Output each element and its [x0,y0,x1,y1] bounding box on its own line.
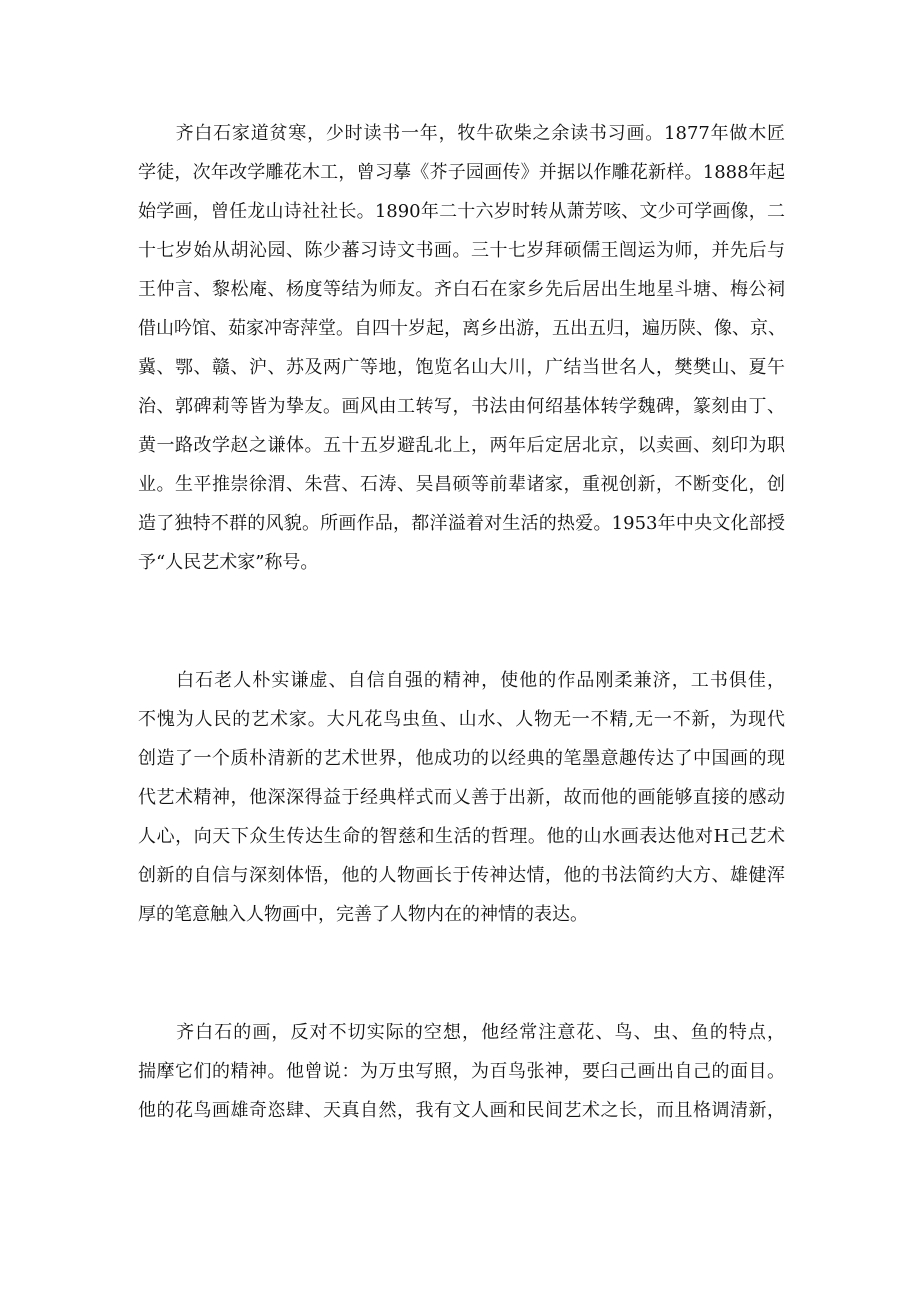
text-line: 揣摩它们的精神。他曾说：为万虫写照，为百鸟张神，要臼己画出自己的面目。 [138,1061,785,1082]
text-line: 借山吟馆、茹家冲寄萍堂。自四十岁起，离乡出游，五出五归，遍历陕、像、京、 [138,318,786,339]
text-line: 白石老人朴实谦虚、自信自强的精神，使他的作品刚柔兼济，工书俱佳， [138,670,785,691]
text-line: 造了独特不群的风貌。所画作品，都洋溢着对生活的热爱。1953年中央文化部授 [138,513,785,534]
text-line: 人心，向天下众生传达生命的智慈和生活的哲理。他的山水画表达他对H己艺术 [138,826,785,847]
text-line: 他的花鸟画雄奇恣肆、天真自然，我有文人画和民间艺术之长，而且格调清新， [138,1100,785,1121]
paragraph-character [138,661,785,934]
paragraph-biography [138,114,785,582]
text-line: 齐白石的画，反对不切实际的空想，他经常注意花、鸟、虫、鱼的特点， [138,1022,785,1043]
text-line: 冀、鄂、赣、沪、苏及两广等地，饱览名山大川，广结当世名人，樊樊山、夏午 [138,357,785,378]
text-line: 创造了一个质朴清新的艺术世界，他成功的以经典的笔墨意趣传达了中国画的现 [138,748,785,769]
text-line: 厚的笔意触入人物画中，完善了人物内在的神情的表达。 [138,904,588,925]
text-line: 代艺术精神，他深深得益于经典样式而乂善于出新，故而他的画能够直接的感动 [138,787,785,808]
text-line: 治、郭碑莉等皆为挚友。画风由工转写，书法由何绍基体转学魏碑，篆刻由丁、 [138,396,785,417]
text-line: 不愧为人民的艺术家。大凡花鸟虫鱼、山水、人物无一不精,无一不新，为现代 [138,709,785,730]
text-line: 齐白石家道贫寒，少时读书一年，牧牛砍柴之余读书习画。1877年做木匠 [138,123,785,144]
text-line: 予“人民艺术家”称号。 [138,552,319,573]
text-line: 学徒，次年改学雕花木工，曾习摹《芥子园画传》并据以作雕花新样。1888年起 [138,162,785,183]
text-line: 始学画，曾任龙山诗社社长。1890年二十六岁时转从萧芳咳、文少可学画像，二 [138,201,785,222]
text-line: 黄一路改学赵之谦体。五十五岁避乱北上，两年后定居北京，以卖画、刻印为职 [138,435,785,456]
text-line: 创新的自信与深刻体悟，他的人物画长于传神达情，他的书法简约大方、雄健浑 [138,865,785,886]
text-line: 十七岁始从胡沁园、陈少蕃习诗文书画。三十七岁拜硕儒王闿运为师，并先后与 [138,240,785,261]
paragraph-painting-style [138,1013,785,1130]
text-line: 王仲言、黎松庵、杨度等结为师友。齐白石在家乡先后居出生地星斗塘、梅公祠 [138,279,785,300]
text-line: 业。生平推崇徐渭、朱营、石涛、吴昌硕等前辈诸家，重视创新，不断变化，创 [138,474,785,495]
